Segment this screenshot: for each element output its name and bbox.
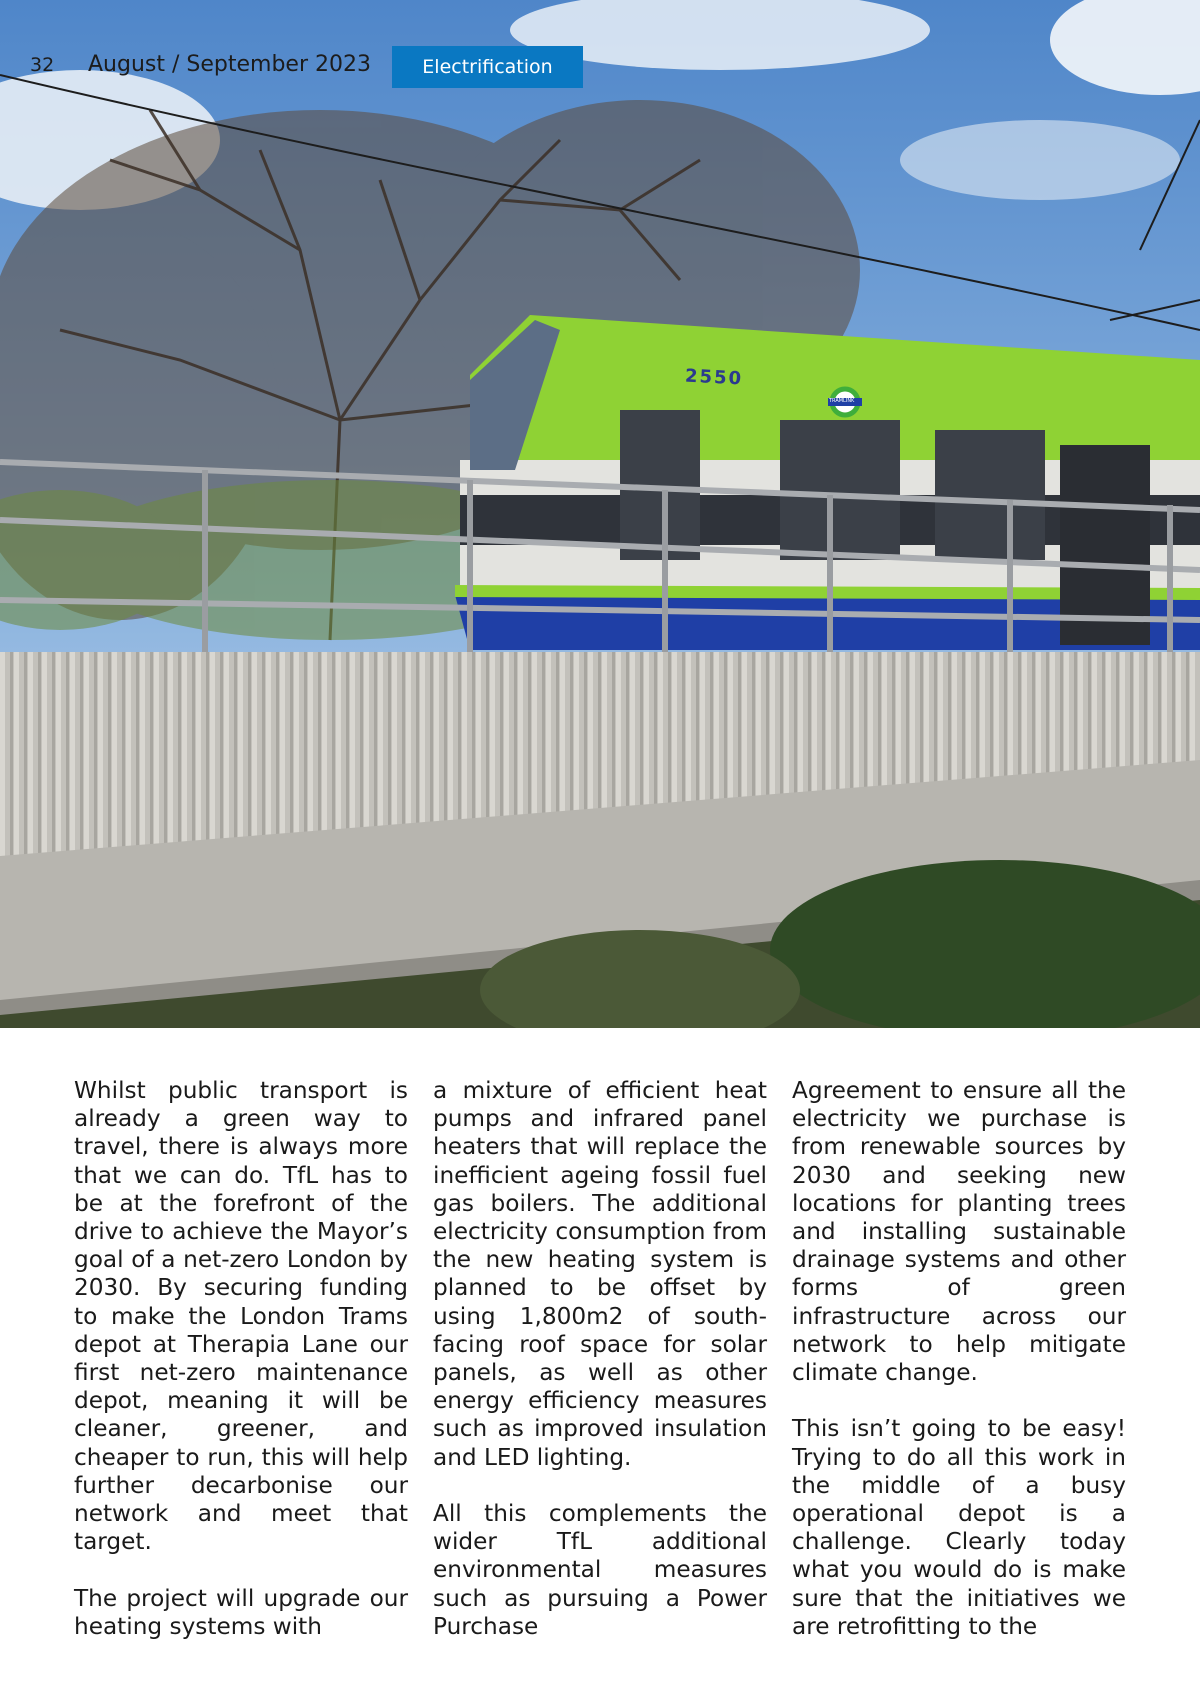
article-column-2	[433, 1077, 767, 1669]
section-tag: Electrification	[392, 46, 583, 88]
paragraph: Whilst public transport is already a green way to travel, there is always more that we can do. TfL has to be at the forefront of the drive to achieve the Mayor’s goal of a net-zero London by 2030. By securing funding to make the London Trams depot at Therapia Lane our first net-zero maintenance depot, meaning it will be cleaner, greener, and cheaper to run, this will help further decarbonise our network and meet that target.	[74, 1077, 408, 1556]
tram-number: 2550	[684, 365, 744, 390]
article-column-1	[74, 1077, 408, 1669]
issue-date: August / September 2023	[88, 52, 371, 77]
page-header	[0, 44, 1200, 88]
paragraph: Agreement to ensure all the electricity we purchase is from renewable sources by 2030 and seeking new locations for planting trees and installing sustainable drainage systems and other forms of green infrastructure across our network to help mitigate climate change.	[792, 1077, 1126, 1387]
paragraph: All this complements the wider TfL additional environmental measures such as pursuing a Power Purchase	[433, 1500, 767, 1640]
tramlink-logo-text: TRAMLINK	[829, 398, 855, 404]
paragraph: This isn’t going to be easy! Trying to do all this work in the middle of a busy operational depot is a challenge. Clearly today what you would do is make sure that the initiatives we are retrofitting to the	[792, 1415, 1126, 1640]
article-column-3	[792, 1077, 1126, 1669]
page-number: 32	[30, 54, 55, 76]
paragraph: a mixture of efficient heat pumps and infrared panel heaters that will replace the inefficient ageing fossil fuel gas boilers. The additional electricity consumption from the new heating system is planned to be offset by using 1,800m2 of south-facing roof space for solar panels, as well as other energy efficiency measures such as improved insulation and LED lighting.	[433, 1077, 767, 1471]
paragraph: The project will upgrade our heating systems with	[74, 1584, 408, 1640]
